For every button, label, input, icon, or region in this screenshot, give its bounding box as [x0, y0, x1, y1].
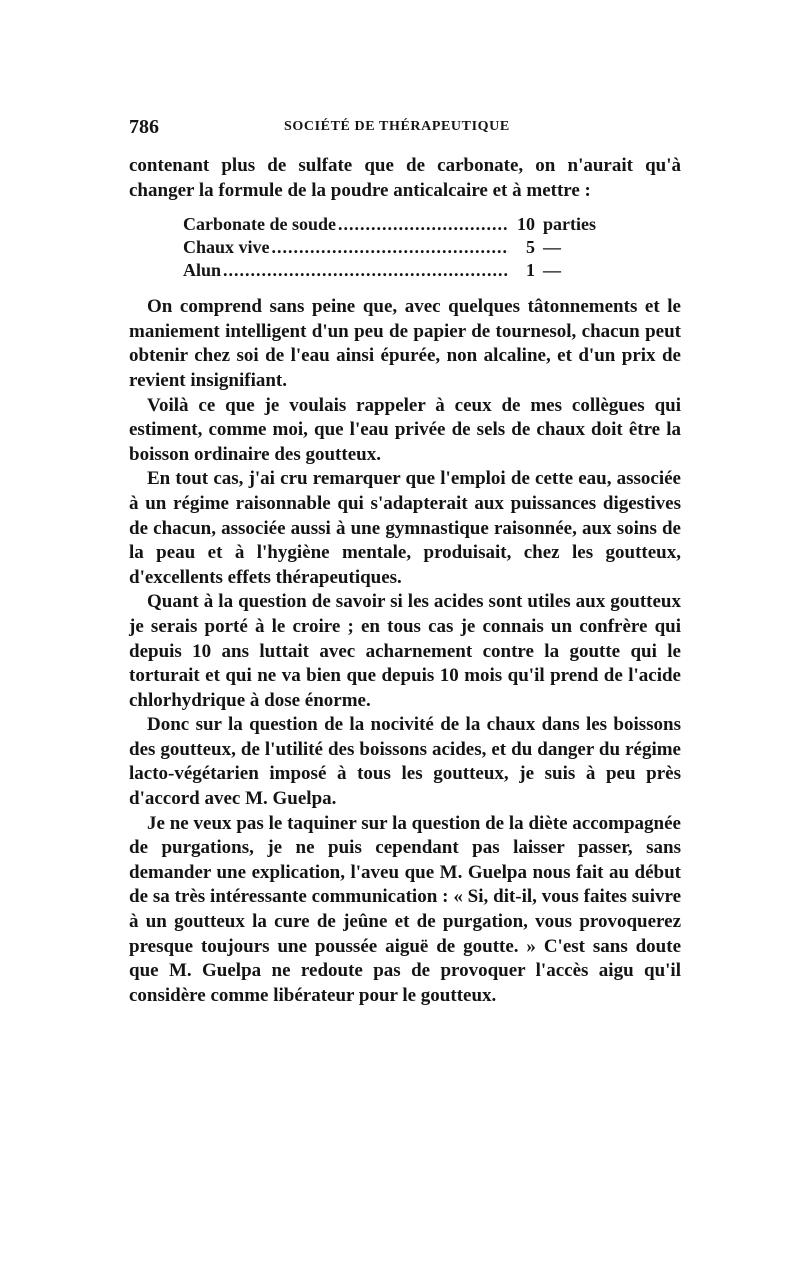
formula-table — [183, 212, 623, 281]
paragraph: On comprend sans peine que, avec quelques tâtonnements et le maniement intelligent d'un peu de papier de tournesol, chacun peut obtenir chez soi de l'eau ainsi épurée, non alcaline, et d'un prix de revient insignifiant. — [129, 296, 681, 391]
ingredient-unit: — — [543, 237, 561, 258]
paragraph: En tout cas, j'ai cru remarquer que l'emploi de cette eau, associée à un régime raisonnable qui s'adapterait aux puissances digestives de chacun, associée aussi à une gymnastique raisonnée, aux soins de la peau et à l'hygiène mentale, produisait, chez les goutteux, d'excellents effets thérapeutiques. — [129, 468, 681, 588]
paragraph-continued: contenant plus de sulfate que de carbonate, on n'aurait qu'à changer la formule de la poudre anticalcaire et à mettre : — [129, 155, 681, 201]
ingredient-quantity: 1 — [526, 260, 535, 281]
dot-leader — [272, 235, 509, 260]
paragraph: Voilà ce que je voulais rappeler à ceux de mes collègues qui estiment, comme moi, que l'eau privée de sels de chaux doit être la boisson ordinaire des goutteux. — [129, 394, 681, 465]
ingredient-quantity: 10 — [517, 214, 535, 235]
formula-row — [183, 235, 623, 258]
running-head — [129, 116, 681, 142]
ingredient-name: Alun — [183, 260, 222, 281]
page-number: 786 — [129, 116, 159, 138]
formula-row — [183, 258, 623, 281]
dot-leader — [338, 212, 509, 237]
running-title: SOCIÉTÉ DE THÉRAPEUTIQUE — [284, 119, 510, 134]
dot-leader — [223, 258, 509, 283]
ingredient-unit: — — [543, 260, 561, 281]
ingredient-name: Carbonate de soude — [183, 214, 337, 235]
ingredient-quantity: 5 — [526, 237, 535, 258]
paragraph: Quant à la question de savoir si les acides sont utiles aux goutteux je serais porté à le croire ; en tous cas je connais un confrère qui depuis 10 ans luttait avec acharnement contre la goutte qui le torturait et qui ne va bien que depuis 10 mois qu'il prend de l'acide chlorhydrique à dose énorme. — [129, 591, 681, 711]
body-text — [129, 154, 681, 1008]
paragraph: Je ne veux pas le taquiner sur la question de la diète accompagnée de purgations, je ne puis cependant pas laisser passer, sans demander une explication, l'aveu que M. Guelpa nous fait au début de sa très intéressante communication : « Si, dit-il, vous faites suivre à un goutteux la cure de jeûne et de purgation, vous provoquerez presque toujours une poussée aiguë de goutte. » C'est sans doute que M. Guelpa ne redoute pas de provoquer l'accès aigu qu'il considère comme libérateur pour le goutteux. — [129, 812, 681, 1006]
formula-row — [183, 212, 623, 235]
paragraph: Donc sur la question de la nocivité de la chaux dans les boissons des goutteux, de l'utilité des boissons acides, et du danger du régime lacto-végétarien imposé à tous les goutteux, je suis à peu près d'accord avec M. Guelpa. — [129, 714, 681, 810]
ingredient-unit: parties — [543, 214, 596, 235]
ingredient-name: Chaux vive — [183, 237, 270, 258]
